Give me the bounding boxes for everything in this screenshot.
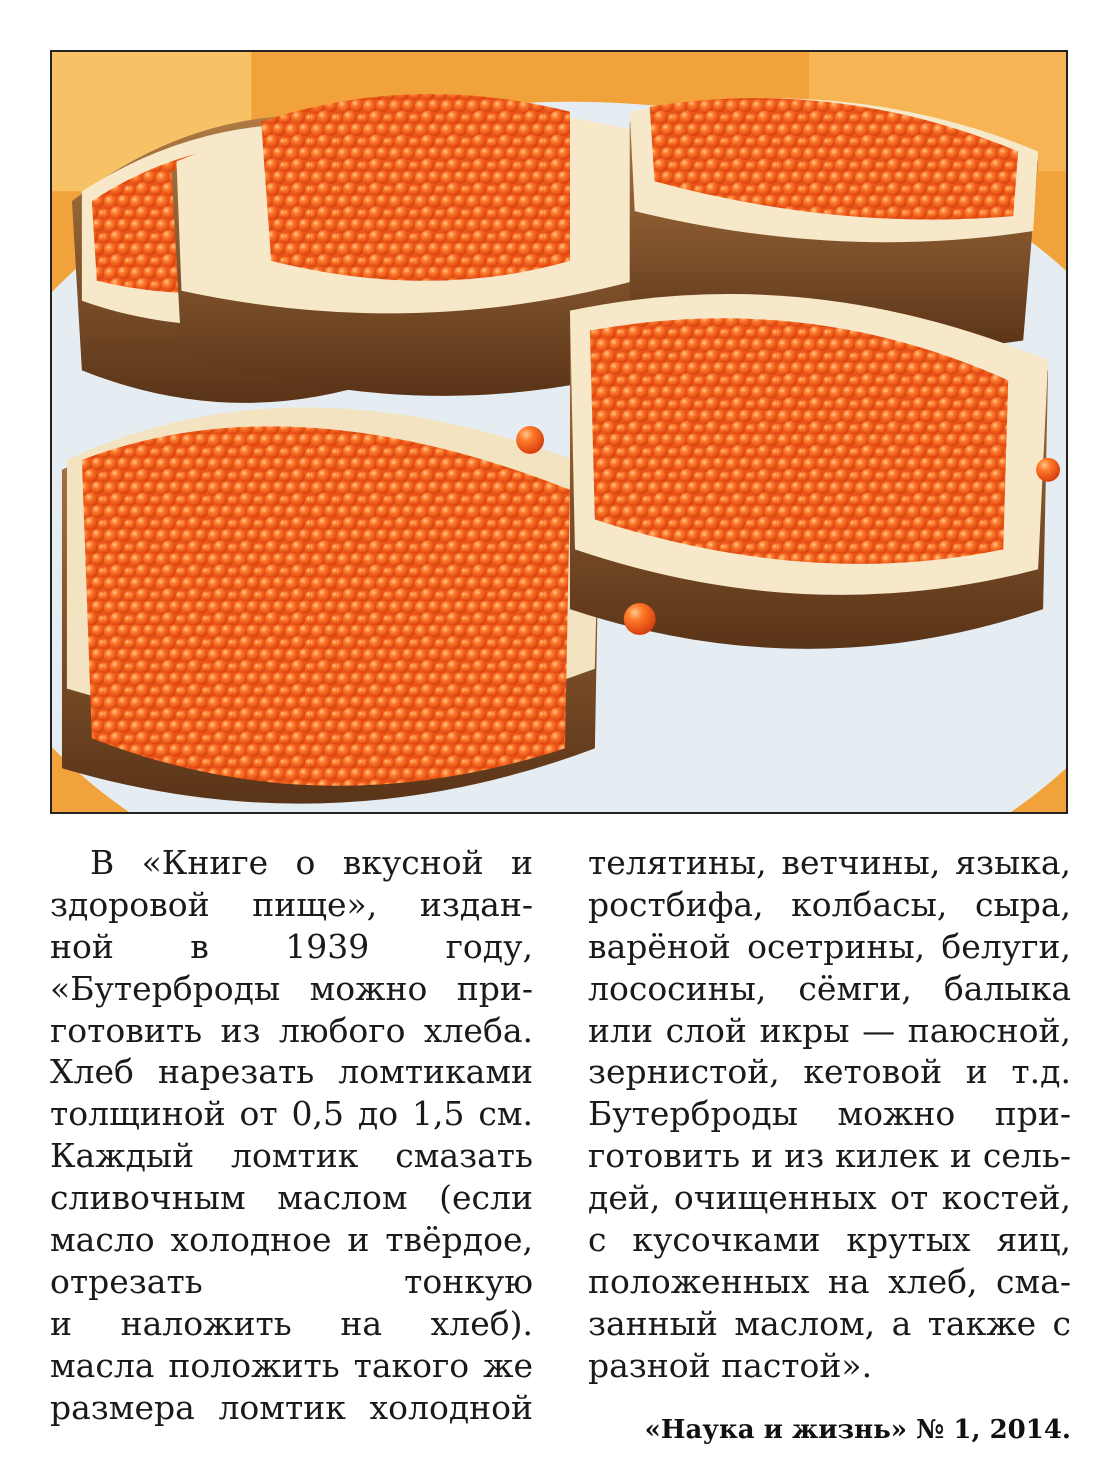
text-line: размера ломтик холодной: [50, 1387, 533, 1427]
text-line: дей, очищенных от костей,: [588, 1178, 1071, 1218]
text-line: или слой икры — паюсной,: [588, 1010, 1071, 1050]
text-line: с кусочками крутых яиц,: [588, 1220, 1071, 1260]
text-line: Бутерброды можно при-: [588, 1094, 1071, 1134]
text-line: готовить и из килек и сель-: [588, 1136, 1071, 1176]
text-line: отрезать тонкую: [50, 1261, 533, 1301]
text-line: ной в 1939 году,: [50, 926, 533, 966]
photo-illustration: [52, 52, 1066, 812]
text-line: занный маслом, а также с: [588, 1303, 1071, 1343]
text-line: положенных на хлеб, сма-: [588, 1261, 1071, 1301]
text-line: сливочным маслом (если: [50, 1178, 533, 1218]
text-line: Хлеб нарезать ломтиками: [50, 1052, 533, 1092]
text-line: Каждый ломтик смазать: [50, 1136, 533, 1176]
text-line: масло холодное и твёрдое,: [50, 1220, 533, 1260]
article-source-citation: «Наука и жизнь» № 1, 2014.: [644, 1415, 1071, 1445]
text-line: толщиной от 0,5 до 1,5 см.: [50, 1094, 533, 1134]
caviar-sandwiches-photo: [50, 50, 1068, 814]
text-line: телятины, ветчины, языка,: [588, 843, 1071, 882]
article-column-left: [50, 842, 533, 1428]
text-line: ростбифа, колбасы, сыра,: [588, 884, 1071, 924]
article-column-right: [588, 842, 1071, 1387]
text-line: и наложить на хлеб).: [50, 1303, 533, 1343]
text-line: зернистой, кетовой и т.д.: [588, 1052, 1071, 1092]
text-line: масла положить такого же: [50, 1345, 533, 1385]
text-line: В «Книге о вкусной и: [90, 843, 533, 882]
text-line: готовить из любого хлеба.: [50, 1010, 533, 1050]
text-line: варёной осетрины, белуги,: [588, 926, 1071, 966]
text-line: лососины, сёмги, балыка: [588, 968, 1071, 1008]
text-line: разной пастой».: [588, 1345, 873, 1385]
text-line: «Бутерброды можно при-: [50, 968, 533, 1008]
text-line: здоровой пище», издан-: [50, 884, 533, 924]
